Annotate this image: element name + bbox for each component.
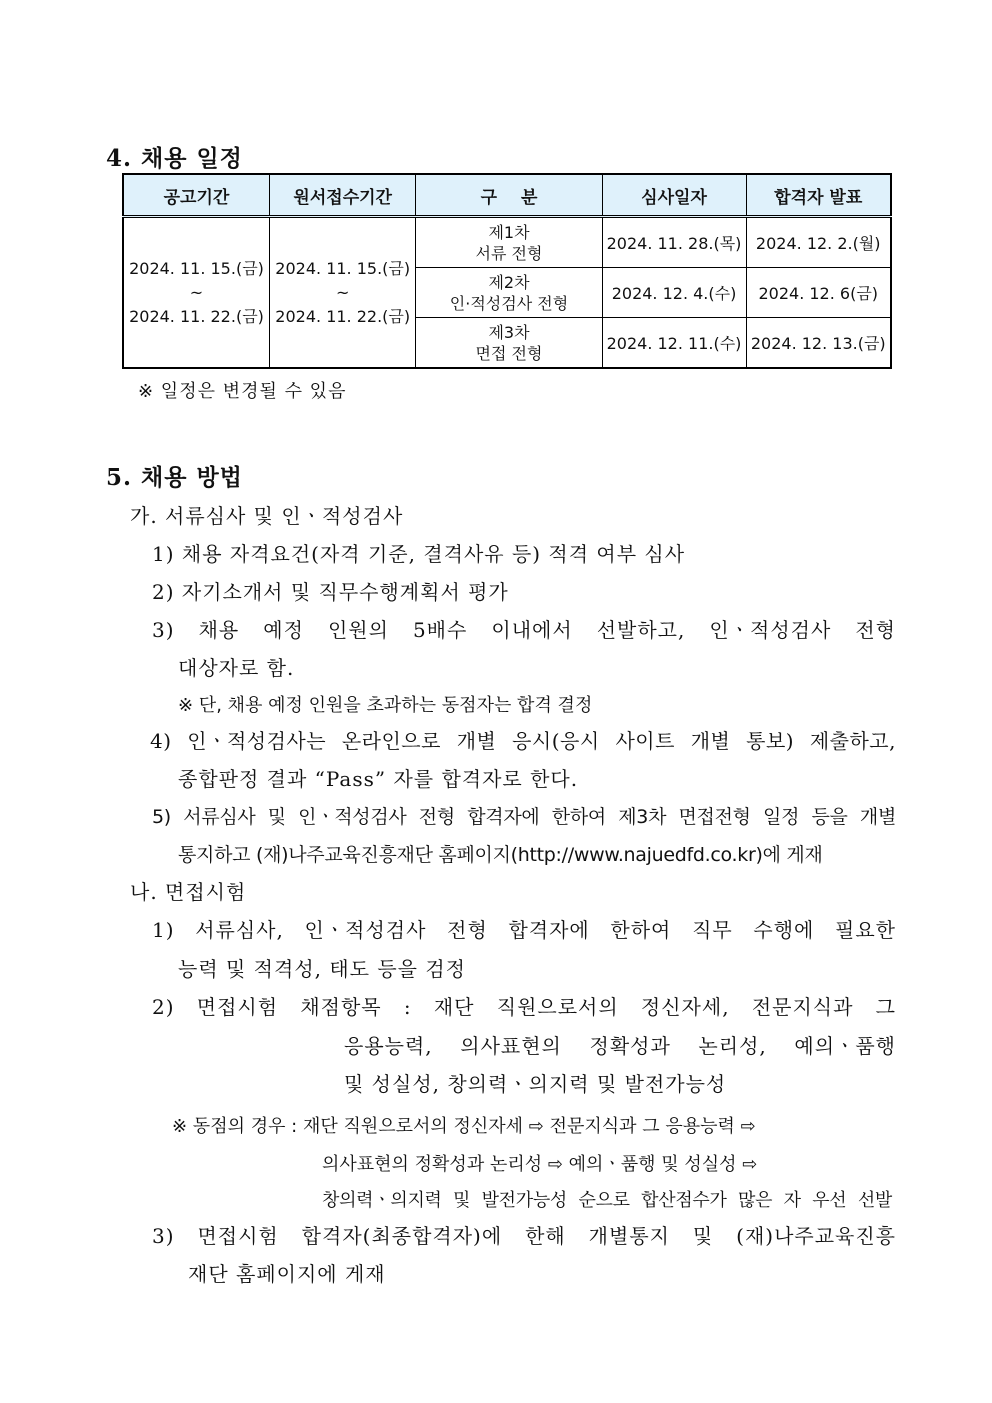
stage-cell: 제2차 인·적성검사 전형 — [416, 268, 602, 318]
announce-date-cell: 2024. 12. 2.(월) — [746, 217, 891, 268]
list-item-continuation: 및 성실성, 창의력ㆍ의지력 및 발전가능성 — [344, 1072, 727, 1096]
section-4-title: 4. 채용 일정 — [106, 145, 243, 172]
list-item-continuation: 능력 및 적격성, 태도 등을 검정 — [178, 957, 466, 981]
review-date-cell: 2024. 12. 11.(수) — [602, 318, 746, 369]
application-period-cell: 2024. 11. 15.(금) ~ 2024. 11. 22.(금) — [269, 217, 415, 369]
tie-rule-note-continuation: 의사표현의 정확성과 논리성 ⇨ 예의ㆍ품행 및 성실성 ⇨ — [322, 1154, 758, 1175]
list-item: 4) 인ㆍ적성검사는 온라인으로 개별 응시(응시 사이트 개별 통보) 제출하고, — [150, 729, 896, 753]
list-item: 3) 면접시험 합격자(최종합격자)에 한해 개별통지 및 (재)나주교육진흥 — [152, 1224, 896, 1248]
announce-date-cell: 2024. 12. 13.(금) — [746, 318, 891, 369]
list-item-continuation: 대상자로 함. — [178, 656, 295, 680]
subsection-a-title: 가. 서류심사 및 인ㆍ적성검사 — [130, 504, 404, 528]
list-item: 1) 채용 자격요건(자격 기준, 결격사유 등) 적격 여부 심사 — [152, 542, 686, 566]
list-item-continuation: 재단 홈페이지에 게재 — [188, 1262, 386, 1286]
announce-date-cell: 2024. 12. 6(금) — [746, 268, 891, 318]
list-item: 1) 서류심사, 인ㆍ적성검사 전형 합격자에 한하여 직무 수행에 필요한 — [152, 918, 896, 942]
list-item: 5) 서류심사 및 인ㆍ적성검사 전형 합격자에 한하여 제3차 면접전형 일정 등을 개별 — [152, 806, 896, 828]
tie-rule-note: ※ 동점의 경우 : 재단 직원으로서의 정신자세 ⇨ 전문지식과 그 응용능력 ⇨ — [172, 1116, 756, 1137]
stage-cell: 제3차 면접 전형 — [416, 318, 602, 369]
subsection-b-title: 나. 면접시험 — [130, 880, 247, 904]
list-item: 2) 자기소개서 및 직무수행계획서 평가 — [152, 580, 509, 604]
list-item-continuation: 응용능력, 의사표현의 정확성과 논리성, 예의ㆍ품행 — [344, 1034, 896, 1058]
list-item-continuation: 종합판정 결과 “Pass” 자를 합격자로 한다. — [178, 767, 579, 791]
header-announce-date: 합격자 발표 — [746, 174, 891, 217]
tie-rule-note-continuation: 창의력ㆍ의지력 및 발전가능성 순으로 합산점수가 많은 자 우선 선발 — [322, 1190, 892, 1211]
section-5-title: 5. 채용 방법 — [106, 464, 243, 491]
header-category: 구 분 — [416, 174, 602, 217]
review-date-cell: 2024. 11. 28.(목) — [602, 217, 746, 268]
list-item: 3) 채용 예정 인원의 5배수 이내에서 선발하고, 인ㆍ적성검사 전형 — [152, 618, 896, 642]
header-application-period: 원서접수기간 — [269, 174, 415, 217]
table-row — [123, 217, 891, 268]
table-header-row — [123, 174, 891, 217]
list-item: 2) 면접시험 채점항목 : 재단 직원으로서의 정신자세, 전문지식과 그 — [152, 995, 896, 1019]
schedule-note: ※ 일정은 변경될 수 있음 — [138, 381, 347, 402]
stage-cell: 제1차 서류 전형 — [416, 217, 602, 268]
header-announcement-period: 공고기간 — [123, 174, 269, 217]
announcement-period-cell: 2024. 11. 15.(금) ~ 2024. 11. 22.(금) — [123, 217, 269, 369]
header-review-date: 심사일자 — [602, 174, 746, 217]
list-item-continuation: 통지하고 (재)나주교육진흥재단 홈페이지(http://www.najuedfd.co.kr)에 게재 — [178, 844, 823, 866]
review-date-cell: 2024. 12. 4.(수) — [602, 268, 746, 318]
recruitment-schedule-table — [122, 173, 892, 369]
list-item-note: ※ 단, 채용 예정 인원을 초과하는 동점자는 합격 결정 — [178, 695, 593, 716]
